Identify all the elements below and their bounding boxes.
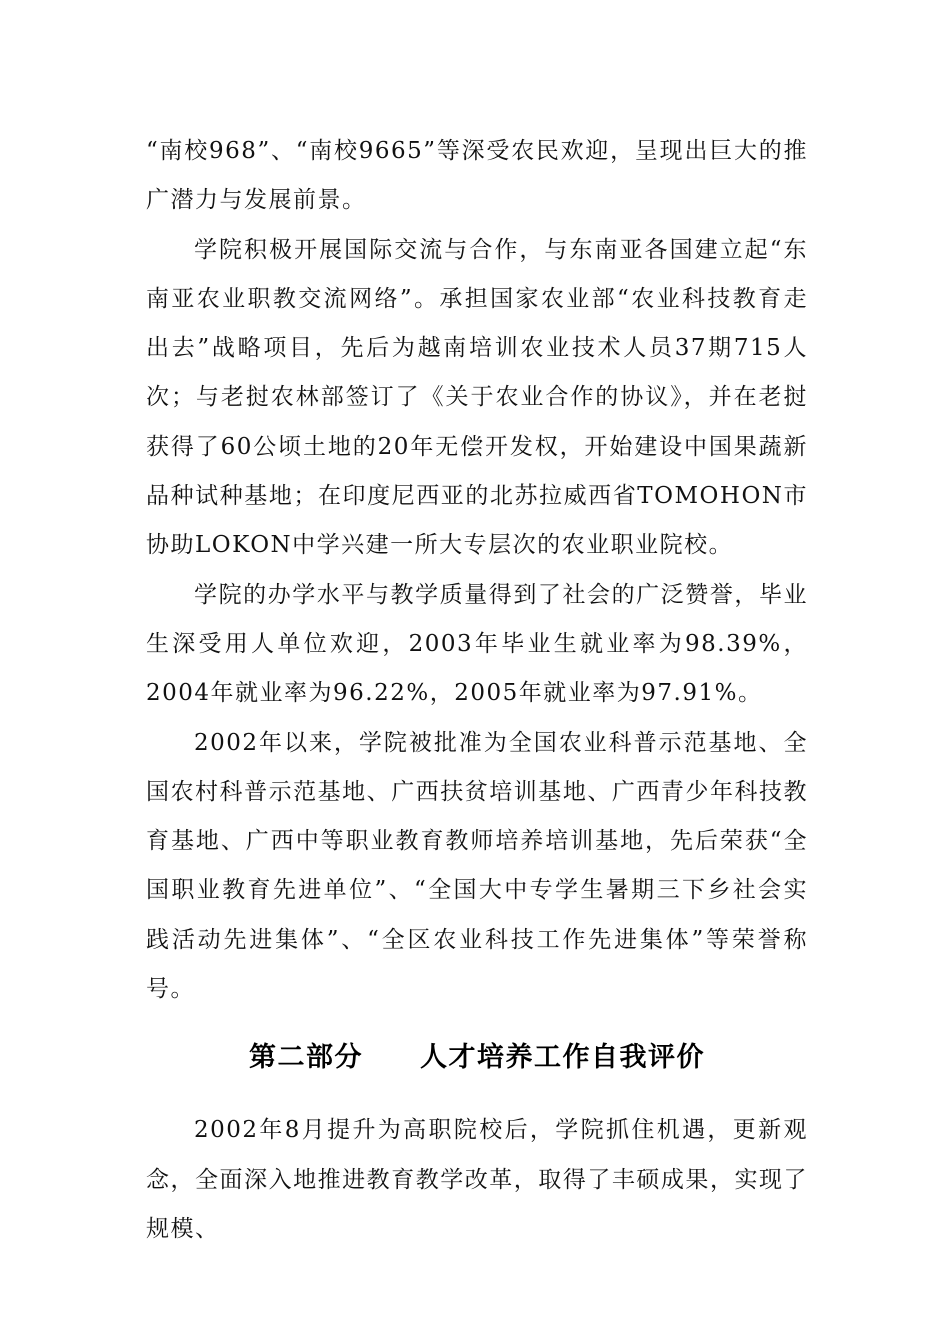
- section-heading-wrapper: [146, 1008, 808, 1106]
- paragraph-honors: 2002年以来，学院被批准为全国农业科普示范基地、全国农村科普示范基地、广西扶贫培训基地、广西青少年科技教育基地、广西中等职业教育教师培养培训基地，先后荣获“全国职业教育先进单位”、“全国大中专学生暑期三下乡社会实践活动先进集体”、“全区农业科技工作先进集体”等荣誉称号。: [146, 729, 808, 1003]
- paragraph-reform: 2002年8月提升为高职院校后，学院抓住机遇，更新观念，全面深入地推进教育教学改革，取得了丰硕成果，实现了规模、: [146, 1117, 808, 1242]
- section-heading: 第二部分 人才培养工作自我评价: [249, 1042, 705, 1074]
- paragraph-graduate-employment: 学院的办学水平与教学质量得到了社会的广泛赞誉，毕业生深受用人单位欢迎，2003年毕业生就业率为98.39%，2004年就业率为96.22%，2005年就业率为97.91%。: [146, 581, 808, 707]
- paragraph-continued: “南校968”、“南校9665”等深受农民欢迎，呈现出巨大的推广潜力与发展前景。: [146, 138, 808, 214]
- document-body: [146, 127, 808, 1254]
- paragraph-international-cooperation: 学院积极开展国际交流与合作，与东南亚各国建立起“东南亚农业职教交流网络”。承担国家农业部“农业科技教育走出去”战略项目，先后为越南培训农业技术人员37期715人次；与老挝农林部签订了《关于农业合作的协议》，并在老挝获得了60公顷土地的20年无偿开发权，开始建设中国果蔬新品种试种基地；在印度尼西亚的北苏拉威西省TOMOHON市协助LOKON中学兴建一所大专层次的农业职业院校。: [146, 236, 808, 559]
